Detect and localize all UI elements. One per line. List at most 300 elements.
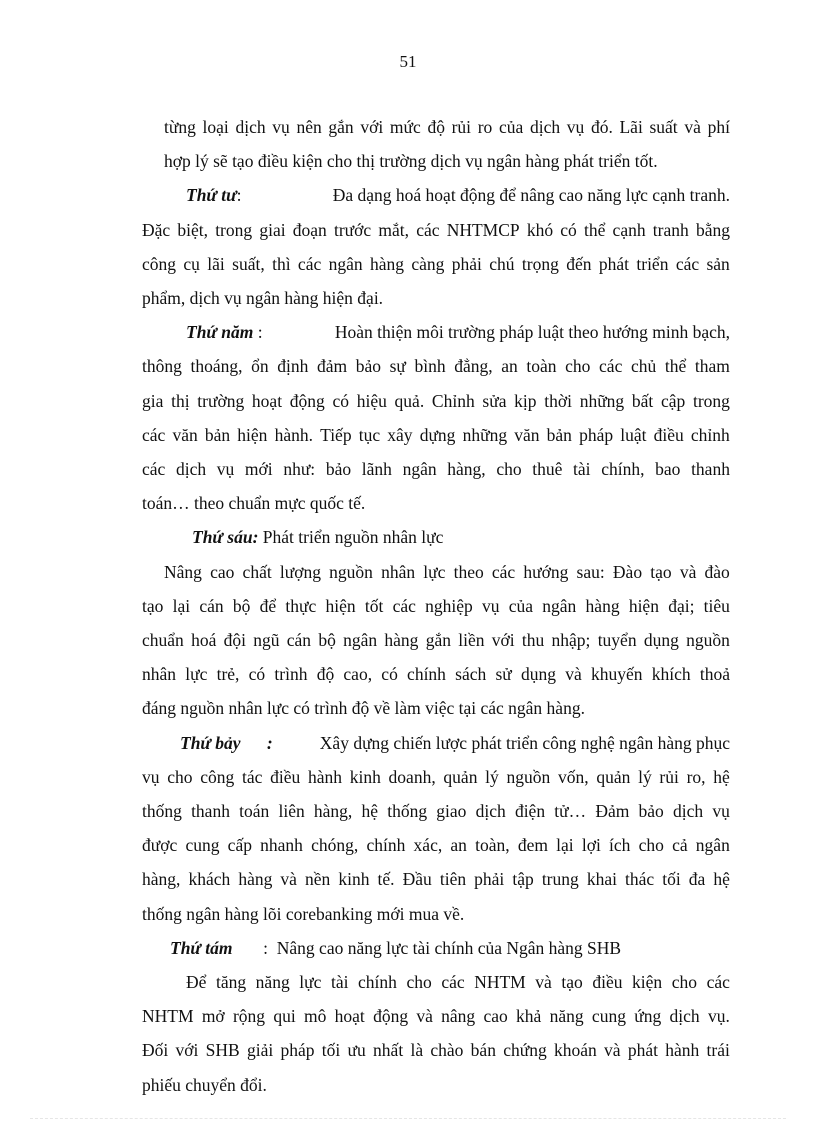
word: cạnh xyxy=(612,219,646,240)
word: tranh xyxy=(652,219,689,240)
word: có xyxy=(332,390,349,411)
word: Đào xyxy=(612,561,643,582)
text-span: phẩm, dịch vụ ngân hàng hiện đại. xyxy=(142,288,384,309)
word: và xyxy=(684,117,701,137)
word: nền xyxy=(305,869,331,890)
text-line xyxy=(142,1033,730,1067)
word: Chỉnh xyxy=(431,390,475,411)
page-number: 51 xyxy=(399,52,417,71)
lead-group xyxy=(180,726,273,760)
word: đào xyxy=(704,561,730,582)
text-line xyxy=(142,691,730,725)
word: mô xyxy=(303,1006,327,1027)
word: nguồn xyxy=(686,630,730,651)
word: trung xyxy=(541,869,579,890)
paragraph-thu-tam xyxy=(142,931,730,965)
word: cán xyxy=(199,595,224,616)
paragraph-tai-chinh xyxy=(142,965,730,1102)
word: xây xyxy=(387,424,413,445)
word: chóng, xyxy=(311,835,359,856)
word: cả xyxy=(672,835,688,856)
word: thu xyxy=(521,630,545,651)
word: ngân xyxy=(695,835,730,856)
word: vụ xyxy=(712,801,730,822)
word: bảo xyxy=(638,801,664,822)
section-lead: Thứ năm xyxy=(186,322,254,343)
word: sản xyxy=(706,253,730,274)
text-span: Xây dựng chiến lược phát triển công nghệ ngân hàng phục xyxy=(319,732,730,753)
word: tăng xyxy=(215,972,247,993)
word: bộ xyxy=(318,630,336,651)
word: vụ xyxy=(216,459,235,480)
word: NHTMCP xyxy=(446,219,520,240)
word: đảm xyxy=(316,356,348,377)
word: tế. xyxy=(377,869,395,890)
word: thanh xyxy=(691,459,730,480)
word: hàng xyxy=(384,630,419,651)
word: trong xyxy=(215,219,253,240)
text-span: hợp lý sẽ tạo điều kiện cho thị trường dịch vụ ngân hàng phát triển tốt. xyxy=(164,151,658,172)
word: lực xyxy=(423,561,446,582)
word: năng xyxy=(255,972,290,993)
word: cấp xyxy=(227,835,252,856)
paragraph-thu-nam xyxy=(142,315,730,520)
word: hệ xyxy=(713,766,730,787)
word: nâng xyxy=(441,1006,476,1027)
word: hàng, xyxy=(447,459,486,480)
word: trong xyxy=(692,390,730,411)
word: văn xyxy=(514,424,540,445)
text-span: toán… theo chuẩn mực quốc tế. xyxy=(142,493,366,514)
word: rủi xyxy=(659,766,679,787)
word: các xyxy=(297,253,322,274)
word: cụ xyxy=(183,253,200,274)
word: thuê xyxy=(532,459,563,480)
word: vụ xyxy=(142,766,160,787)
text-line xyxy=(142,623,730,657)
text-span: Hoàn thiện môi trường pháp luật theo hướng minh bạch, xyxy=(334,322,730,343)
word: sửa xyxy=(482,390,507,411)
section-lead: Thứ sáu: xyxy=(192,527,259,548)
word: suất xyxy=(649,117,678,137)
word: dịch xyxy=(529,117,561,137)
word: rộng xyxy=(232,1006,266,1027)
word: và xyxy=(565,664,582,685)
word: công xyxy=(142,253,177,274)
word: liên xyxy=(278,801,305,822)
word: nguồn xyxy=(329,561,373,582)
word: nghiệp xyxy=(425,595,473,616)
word: mắt, xyxy=(378,219,409,240)
text-line xyxy=(142,213,730,247)
word: thoáng, xyxy=(190,356,243,377)
word: đa xyxy=(688,869,706,890)
word: loại xyxy=(202,117,229,137)
word: dịch xyxy=(175,459,207,480)
word: lý xyxy=(638,766,652,787)
word: ro xyxy=(477,117,493,137)
word: cao, xyxy=(343,664,373,685)
text-span: đáng nguồn nhân lực có trình độ về làm việc tại các ngân hàng. xyxy=(142,698,585,719)
word: tạo xyxy=(561,972,583,993)
word: thoả xyxy=(699,664,730,685)
word: nhập; xyxy=(551,630,591,651)
word: tham xyxy=(694,356,730,377)
text-line xyxy=(142,862,730,896)
word: phải xyxy=(451,253,482,274)
text-line xyxy=(142,931,730,965)
word: dịch xyxy=(673,801,704,822)
word: khả xyxy=(516,1006,542,1027)
text-line xyxy=(142,384,730,418)
word: hiện xyxy=(237,424,268,445)
text-span: Đa dạng hoá hoạt động để nâng cao năng lực cạnh tranh. xyxy=(332,185,730,206)
word: Đầu xyxy=(402,869,432,890)
word: ưu xyxy=(347,1040,366,1061)
word: Để xyxy=(186,972,207,993)
word: khai xyxy=(586,869,617,890)
word: thác xyxy=(625,869,655,890)
word: công xyxy=(200,766,235,787)
word: mới xyxy=(244,459,273,480)
word: suất, xyxy=(232,253,265,274)
word: an xyxy=(450,835,467,856)
word: chứng xyxy=(503,1040,547,1061)
word: hàng xyxy=(585,595,620,616)
word: chuẩn xyxy=(142,630,184,651)
word: qui xyxy=(273,1006,296,1027)
word: hành xyxy=(307,766,342,787)
word: sách xyxy=(455,664,487,685)
word: với xyxy=(491,630,515,651)
word: với xyxy=(175,1040,199,1061)
word: của xyxy=(498,117,524,137)
word: với xyxy=(360,117,384,137)
paragraph-thu-bay xyxy=(142,726,730,931)
word: chào xyxy=(430,1040,464,1061)
word: hiệu xyxy=(356,390,387,411)
word: hành xyxy=(665,1040,700,1061)
word: tuyển xyxy=(597,630,637,651)
word: lại xyxy=(172,595,191,616)
word: vụ. xyxy=(707,1006,730,1027)
word: hoạt xyxy=(251,390,283,411)
word: nhân xyxy=(142,664,177,685)
word: tử… xyxy=(554,801,587,822)
word: đẳng, xyxy=(454,356,493,377)
word: độ xyxy=(316,664,335,685)
word: bảo xyxy=(325,459,352,480)
word: thể xyxy=(664,356,687,377)
word: hoạt xyxy=(334,1006,365,1027)
word: ích xyxy=(609,835,631,856)
word: toàn, xyxy=(475,835,510,856)
word: chú xyxy=(489,253,515,274)
word: ngân xyxy=(402,459,437,480)
word: hiện xyxy=(325,595,356,616)
word: phải xyxy=(474,869,505,890)
word: toán xyxy=(239,801,270,822)
word: ro, xyxy=(686,766,706,787)
word: bộ xyxy=(232,595,251,616)
word: xác, xyxy=(413,835,443,856)
word: ngân xyxy=(328,253,363,274)
word: chính xyxy=(366,835,406,856)
word: kịp xyxy=(514,390,537,411)
word: điều xyxy=(270,766,301,787)
word: NHTM xyxy=(142,1006,194,1027)
word: của xyxy=(508,595,534,616)
word: vốn, xyxy=(557,766,589,787)
word: đoạn xyxy=(292,219,327,240)
word: mức xyxy=(389,117,421,137)
word: chính xyxy=(358,972,397,993)
word: vụ xyxy=(566,117,585,137)
word: tục xyxy=(358,424,381,445)
word: trẻ, xyxy=(216,664,240,685)
word: triển xyxy=(636,253,669,274)
word: sự xyxy=(389,356,406,377)
word: trọng xyxy=(521,253,559,274)
text-line xyxy=(142,452,730,486)
text-line xyxy=(142,1068,730,1102)
text-line xyxy=(142,247,730,281)
word: cho xyxy=(406,972,432,993)
lead-separator: : xyxy=(263,937,269,958)
word: các xyxy=(599,356,623,377)
text-line xyxy=(142,281,730,315)
word: biệt, xyxy=(177,219,208,240)
word: lực xyxy=(299,972,322,993)
word: và xyxy=(535,972,552,993)
word: nhất xyxy=(373,1040,404,1061)
word: đem xyxy=(517,835,548,856)
word: nên xyxy=(296,117,322,137)
word: bất xyxy=(631,390,654,411)
word: chính xyxy=(407,664,446,685)
paragraph-nhan-luc xyxy=(142,555,730,726)
word: Đặc xyxy=(142,219,171,240)
word: điều xyxy=(592,972,623,993)
body-text xyxy=(142,110,730,1102)
word: luật xyxy=(620,424,647,445)
word: có xyxy=(381,664,398,685)
word: lại xyxy=(556,835,574,856)
word: cán xyxy=(286,630,312,651)
word: là xyxy=(410,1040,424,1061)
word: những xyxy=(462,424,508,445)
word: cho xyxy=(638,835,664,856)
word: điều xyxy=(653,424,684,445)
word: bình xyxy=(414,356,446,377)
word: ngân xyxy=(343,630,378,651)
word: nhân xyxy=(381,561,416,582)
word: lượng xyxy=(279,561,321,582)
word: thực xyxy=(285,595,317,616)
text-span: Phát triển nguồn nhân lực xyxy=(262,527,444,548)
text-line xyxy=(142,178,730,212)
word: đến xyxy=(566,253,592,274)
word: dụng xyxy=(521,664,556,685)
word: từng xyxy=(164,117,196,137)
word: theo xyxy=(453,561,484,582)
paragraph-intro xyxy=(142,110,730,178)
word: cho xyxy=(671,972,698,993)
word: thống xyxy=(142,801,182,822)
word: những xyxy=(579,390,625,411)
word: mở xyxy=(201,1006,225,1027)
word: cho xyxy=(496,459,522,480)
word: có xyxy=(248,664,266,685)
word: được xyxy=(142,835,178,856)
word: vụ xyxy=(482,595,500,616)
word: các xyxy=(142,459,166,480)
word: phát xyxy=(627,1040,658,1061)
word: tốt xyxy=(364,595,384,616)
word: các xyxy=(491,561,516,582)
lead-separator: : xyxy=(266,732,273,753)
word: thống xyxy=(387,801,428,822)
word: bán xyxy=(470,1040,496,1061)
word: rủi xyxy=(451,117,472,137)
word: cho xyxy=(167,766,193,787)
word: trước xyxy=(333,219,372,240)
word: cao xyxy=(483,1006,508,1027)
text-span: phiếu chuyển đổi. xyxy=(142,1074,267,1095)
text-line xyxy=(142,657,730,691)
word: hiện xyxy=(628,595,659,616)
word: như: xyxy=(283,459,316,480)
text-line xyxy=(142,349,730,383)
word: lợi xyxy=(581,835,601,856)
lead-group xyxy=(186,178,242,212)
word: tạo xyxy=(650,561,672,582)
word: toàn xyxy=(526,356,557,377)
word: và xyxy=(679,561,697,582)
word: đó. xyxy=(590,117,613,137)
word: lý xyxy=(485,766,499,787)
word: tài xyxy=(573,459,591,480)
lead-separator: : xyxy=(257,322,263,343)
text-line xyxy=(142,589,730,623)
word: thể xyxy=(583,219,606,240)
text-line xyxy=(142,726,730,760)
paragraph-thu-tu xyxy=(142,178,730,315)
word: kinh xyxy=(349,766,381,787)
word: động xyxy=(289,390,325,411)
word: ổn xyxy=(251,356,269,377)
word: hàng, xyxy=(142,869,181,890)
word: kiện xyxy=(632,972,663,993)
word: cung xyxy=(591,1006,626,1027)
word: nguồn xyxy=(506,766,551,787)
word: pháp xyxy=(280,1040,315,1061)
word: doanh, xyxy=(388,766,436,787)
word: khách xyxy=(188,869,231,890)
word: sử xyxy=(495,664,512,685)
word: Lãi xyxy=(619,117,643,137)
word: để xyxy=(259,595,277,616)
word: tối xyxy=(662,869,681,890)
word: giải xyxy=(246,1040,274,1061)
text-line xyxy=(142,965,730,999)
word: ngân xyxy=(542,595,577,616)
word: các xyxy=(142,424,166,445)
paragraph-thu-sau xyxy=(142,520,730,554)
word: khuyến xyxy=(590,664,643,685)
word: hướng xyxy=(523,561,569,582)
text-line xyxy=(142,418,730,452)
word: tiên xyxy=(439,869,467,890)
word: gắn xyxy=(425,630,451,651)
word: giai xyxy=(259,219,286,240)
word: chủ xyxy=(630,356,657,377)
text-span: Nâng cao năng lực tài chính của Ngân hàng SHB xyxy=(276,937,622,958)
word: Nâng xyxy=(164,561,202,582)
word: an xyxy=(501,356,518,377)
text-line xyxy=(142,555,730,589)
word: trình xyxy=(274,664,308,685)
word: ngũ xyxy=(253,630,280,651)
text-line xyxy=(142,315,730,349)
word: hệ xyxy=(361,801,379,822)
word: bản xyxy=(204,424,231,445)
word: cung xyxy=(185,835,220,856)
word: tạo xyxy=(142,595,164,616)
word: độ xyxy=(427,117,445,137)
word: phát xyxy=(598,253,630,274)
word: bằng xyxy=(695,219,730,240)
word: thời xyxy=(544,390,572,411)
text-line xyxy=(142,999,730,1033)
word: các xyxy=(416,219,440,240)
section-lead: Thứ bảy xyxy=(180,732,241,753)
word: điện xyxy=(514,801,546,822)
word: dịch xyxy=(669,1006,700,1027)
word: tài xyxy=(330,972,349,993)
word: tối xyxy=(321,1040,341,1061)
word: thông xyxy=(142,356,182,377)
word: vụ xyxy=(272,117,290,137)
word: quản xyxy=(443,766,478,787)
word: quản xyxy=(596,766,631,787)
word: chính, xyxy=(601,459,645,480)
word: bảo xyxy=(355,356,381,377)
bottom-divider xyxy=(30,1118,786,1119)
word: sau: xyxy=(576,561,605,582)
word: ứng xyxy=(634,1006,662,1027)
word: định xyxy=(277,356,309,377)
word: nhanh xyxy=(260,835,303,856)
word: và xyxy=(280,869,297,890)
text-line xyxy=(142,828,730,862)
word: bản xyxy=(546,424,572,445)
word: khó xyxy=(526,219,554,240)
word: gia xyxy=(142,390,164,411)
word: chất xyxy=(242,561,272,582)
word: tập xyxy=(512,869,534,890)
word: bao xyxy=(655,459,681,480)
word: tiêu xyxy=(703,595,730,616)
word: trái xyxy=(706,1040,730,1061)
word: phí xyxy=(707,117,730,137)
word: hàng xyxy=(238,869,273,890)
text-line xyxy=(142,486,730,520)
word: hệ xyxy=(713,869,730,890)
word: Tiếp xyxy=(320,424,352,445)
word: dụng xyxy=(643,630,679,651)
word: đại; xyxy=(668,595,695,616)
